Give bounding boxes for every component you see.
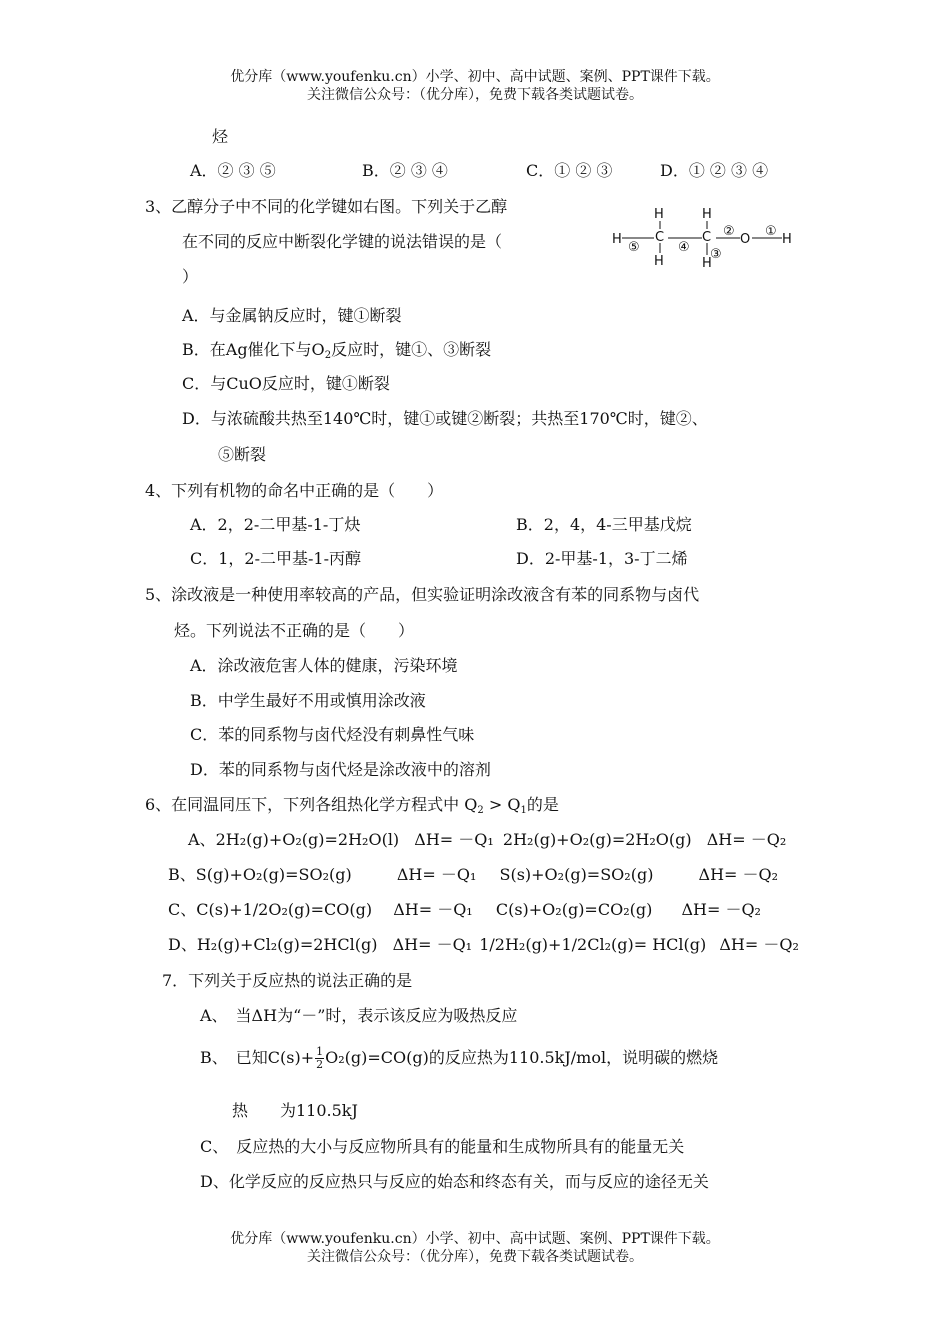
- q6-row-d-eq1: H₂(g)+Cl₂(g)=2HCl(g): [196, 935, 378, 954]
- atom-c1: C: [655, 230, 665, 245]
- q4-option-c: C．1，2-二甲基-1-丙醇: [190, 549, 362, 568]
- q6-row-c: [168, 899, 761, 921]
- q4-option-d: D．2-甲基-1，3-丁二烯: [516, 549, 688, 568]
- q2-option-c: C．① ② ③: [526, 161, 613, 180]
- q6-row-c-eq2: C(s)+O₂(g)=CO₂(g): [495, 900, 653, 919]
- q7-option-b-line2: 热 为110.5kJ: [232, 1101, 358, 1120]
- page-header-line1: 优分库（www.youfenku.cn）小学、初中、高中试题、案例、PPT课件下载。: [230, 69, 720, 85]
- q7-option-d: D、化学反应的反应热只与反应的始态和终态有关，而与反应的途径无关: [200, 1172, 709, 1191]
- q6-row-b-eq1: S(g)+O₂(g)=SO₂(g): [195, 865, 352, 884]
- q6-row-c-eq1: C(s)+1/2O₂(g)=CO(g): [196, 900, 373, 919]
- q5-stem-2: 烃。下列说法不正确的是（ ）: [174, 621, 415, 640]
- q5-stem-1: 5、涂改液是一种使用率较高的产品，但实验证明涂改液含有苯的同系物与卤代: [145, 585, 700, 604]
- bond-label-5: ⑤: [628, 240, 640, 255]
- q6-row-d-eq2: 1/2H₂(g)+1/2Cl₂(g)= HCl(g): [479, 935, 707, 954]
- atom-h-right: H: [782, 232, 792, 247]
- q6-row-b-dh1: ΔH= －Q₁: [396, 865, 477, 884]
- q6-row-b-dh2: ΔH= －Q₂: [698, 865, 779, 884]
- q6-row-a: [188, 829, 786, 851]
- page-footer-line1: 优分库（www.youfenku.cn）小学、初中、高中试题、案例、PPT课件下载。: [230, 1231, 720, 1247]
- q4-option-a: A．2，2-二甲基-1-丁炔: [190, 515, 361, 534]
- q3-stem-2: 在不同的反应中断裂化学键的说法错误的是（: [182, 232, 503, 251]
- q3-option-a: A．与金属钠反应时，键①断裂: [182, 306, 402, 325]
- q6-stem-pre: 6、在同温同压下，下列各组热化学方程式中 Q: [145, 795, 478, 814]
- q2-option-a: A．② ③ ⑤: [190, 161, 276, 180]
- q6-row-b-eq2: S(s)+O₂(g)=SO₂(g): [499, 865, 654, 884]
- q5-option-b: B．中学生最好不用或慎用涂改液: [190, 691, 426, 710]
- q6-row-a-eq1: 2H₂(g)+O₂(g)=2H₂O(l): [215, 830, 400, 849]
- q3-option-d-line1: D．与浓硫酸共热至140℃时，键①或键②断裂；共热至170℃时，键②、: [182, 409, 708, 428]
- q6-row-d-label: D、: [168, 935, 197, 954]
- q6-row-c-dh2: ΔH= －Q₂: [681, 900, 761, 919]
- ethanol-bond-diagram: [610, 205, 810, 275]
- q3-option-b-post: 反应时，键①、③断裂: [331, 340, 492, 359]
- q2-option-b: B．② ③ ④: [362, 161, 448, 180]
- q5-option-d: D．苯的同系物与卤代烃是涂改液中的溶剂: [190, 760, 491, 779]
- atom-h-bottom-2: H: [702, 256, 712, 271]
- atom-o: O: [740, 232, 751, 247]
- q6-row-b-label: B、: [168, 865, 196, 884]
- atom-h-top-2: H: [702, 207, 712, 222]
- q3-option-b-sub: 2: [324, 350, 332, 361]
- atom-c2: C: [702, 230, 712, 245]
- q6-row-d-dh1: ΔH= －Q₁: [392, 935, 473, 954]
- q6-row-a-dh1: ΔH= －Q₁: [414, 830, 494, 849]
- atom-h-bottom-1: H: [654, 254, 664, 269]
- q3-option-c: C．与CuO反应时，键①断裂: [182, 374, 390, 393]
- q6-row-c-label: C、: [168, 900, 197, 919]
- q7-option-b: [200, 1046, 718, 1071]
- q6-stem-post: 的是: [526, 795, 559, 814]
- q3-stem-1: 3、乙醇分子中不同的化学键如右图。下列关于乙醇: [145, 197, 508, 216]
- q6-row-d: [168, 934, 799, 956]
- q7-option-a: A、 当ΔH为“－”时，表示该反应为吸热反应: [200, 1006, 518, 1025]
- q5-option-a: A．涂改液危害人体的健康，污染环境: [190, 656, 458, 675]
- q4-option-b: B．2，4，4-三甲基戊烷: [516, 515, 692, 534]
- page-footer-line2: 关注微信公众号：（优分库），免费下载各类试题试卷。: [307, 1249, 643, 1265]
- q7-option-b-pre: B、 已知C(s)+: [200, 1048, 315, 1067]
- q2-option-d: D．① ② ③ ④: [660, 161, 769, 180]
- q6-stem: 6、在同温同压下，下列各组热化学方程式中 $Q_2 > Q_1$的是: [145, 795, 559, 816]
- q6-row-a-dh2: ΔH= －Q₂: [706, 830, 787, 849]
- atom-h-left: H: [612, 232, 622, 247]
- q6-row-b: [168, 864, 778, 886]
- bond-label-3: ③: [710, 247, 722, 262]
- bond-label-4: ④: [678, 240, 690, 255]
- q6-row-a-eq2: 2H₂(g)+O₂(g)=2H₂O(g): [502, 830, 692, 849]
- q3-option-b-pre: B．在Ag催化下与O: [182, 340, 325, 359]
- q3-stem-3: ）: [182, 267, 199, 286]
- bond-label-2: ②: [723, 224, 735, 239]
- q7-option-c: C、 反应热的大小与反应物所具有的能量和生成物所具有的能量无关: [200, 1137, 685, 1156]
- q7-option-b-fraction: $\frac{1}{2}$: [316, 1045, 324, 1071]
- q7-option-b-post: O₂(g)=CO(g)的反应热为110.5kJ/mol，说明碳的燃烧: [325, 1048, 719, 1067]
- q6-row-a-label: A、: [188, 830, 216, 849]
- q6-row-c-dh1: ΔH= －Q₁: [393, 900, 473, 919]
- q4-stem: 4、下列有机物的命名中正确的是（ ）: [145, 481, 444, 500]
- q7-stem: 7．下列关于反应热的说法正确的是: [162, 971, 413, 990]
- atom-h-top-1: H: [654, 207, 664, 222]
- q5-option-c: C．苯的同系物与卤代烃没有刺鼻性气味: [190, 725, 475, 744]
- q6-row-d-dh2: ΔH= －Q₂: [719, 935, 799, 954]
- page-header-line2: 关注微信公众号：（优分库），免费下载各类试题试卷。: [307, 87, 643, 103]
- bond-label-1: ①: [765, 224, 777, 239]
- q3-option-b: [182, 339, 491, 367]
- q3-option-d-line2: ⑤断裂: [218, 445, 267, 464]
- q2-tail: 烃: [212, 127, 229, 146]
